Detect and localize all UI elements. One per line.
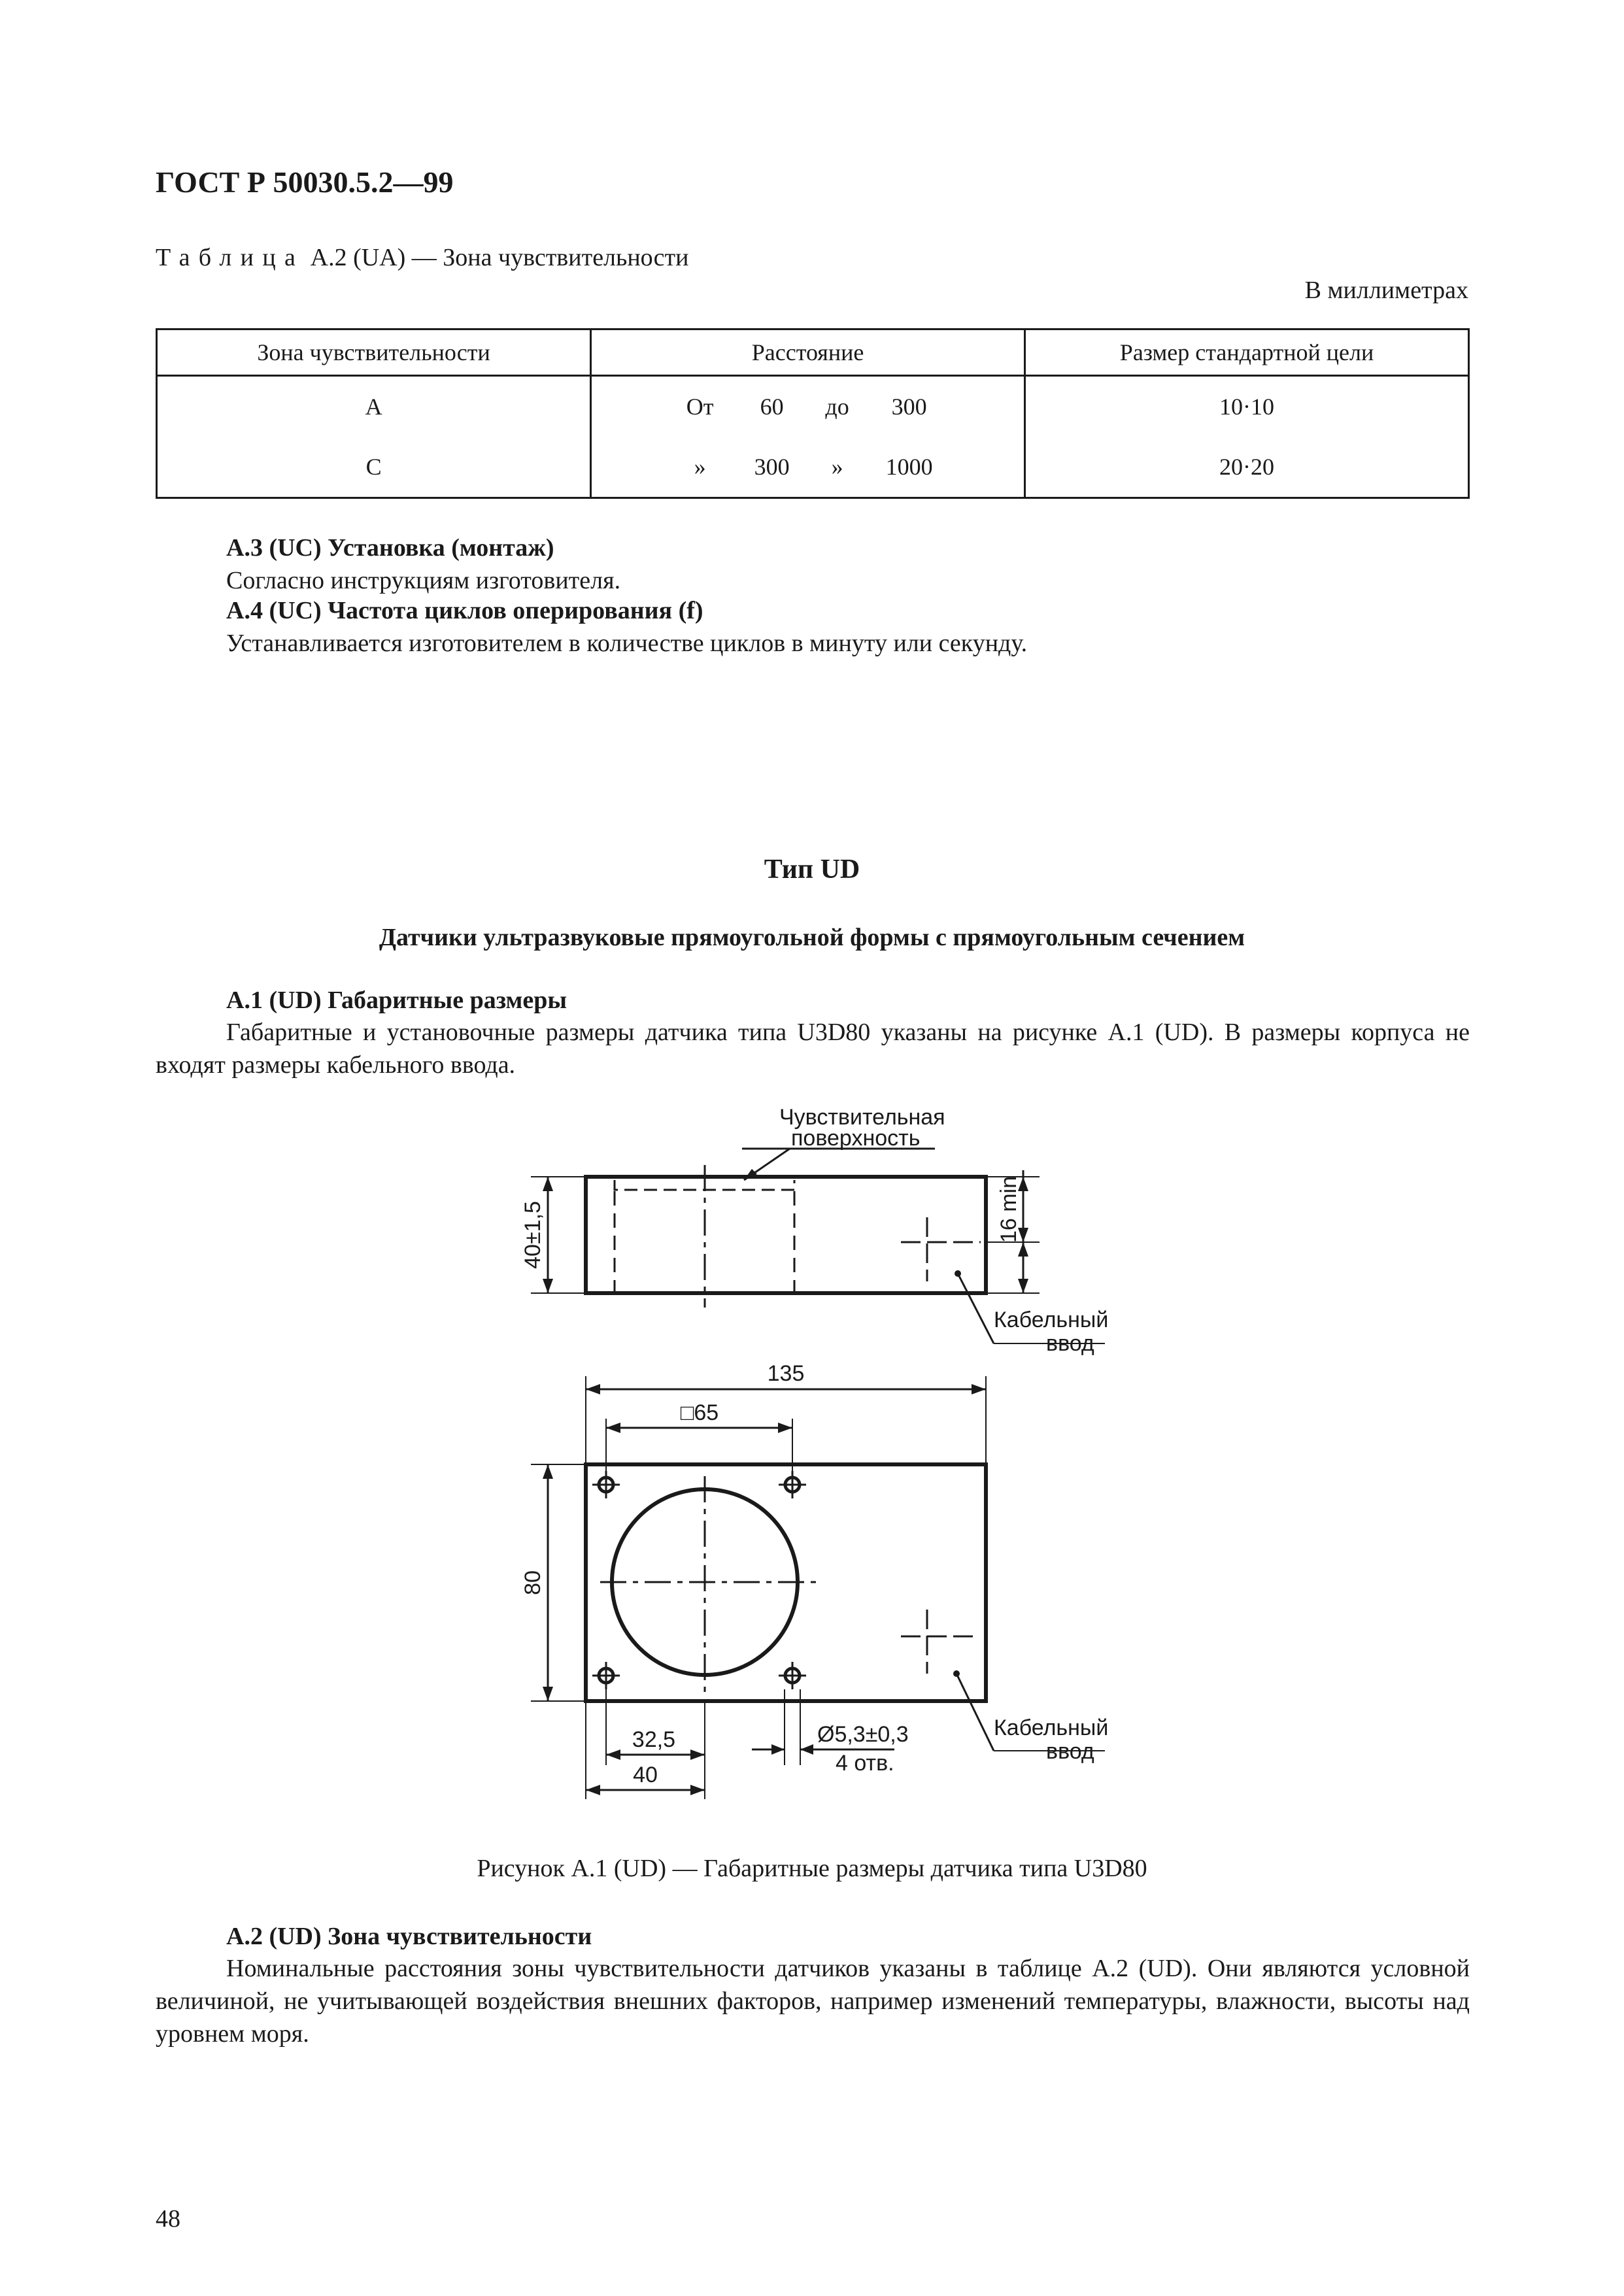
label-edge: 40 — [633, 1763, 658, 1787]
label-height: 40±1,5 — [520, 1201, 545, 1269]
section-a3-text: Согласно инструкциям изготовителя. — [226, 567, 621, 594]
label-16-min: 16 min — [996, 1175, 1021, 1243]
section-a4-text: Устанавливается изготовителем в количестве циклов в минуту или секунду. — [226, 630, 1028, 657]
col-header-distance: Расстояние — [591, 329, 1025, 376]
section-a3-title: А.3 (UC) Установка (монтаж) — [226, 534, 554, 562]
cell-zone: C — [157, 437, 591, 498]
label-hole: Ø5,3±0,3 — [817, 1722, 909, 1747]
label-sensing-surface-2: поверхность — [791, 1126, 921, 1151]
label-sensing-surface-1: Чувствительная — [779, 1105, 945, 1130]
type-title: Тип UD — [764, 854, 860, 885]
table-units: В миллиметрах — [1304, 277, 1468, 304]
range-to: 300 — [891, 394, 927, 420]
section-a2-text: Номинальные расстояния зоны чувствительности датчиков указаны в таблице А.2 (UD). Они являются условной величиной, не учитывающей воздействия внешних факторов, например изменений температуры, влажности, высоты над уровнем моря. — [156, 1955, 1470, 2048]
range-to: 1000 — [885, 454, 933, 480]
side-view-body — [586, 1177, 986, 1293]
label-length: 135 — [767, 1361, 805, 1386]
section-a1-text: Габаритные и установочные размеры датчика типа U3D80 указаны на рисунке А.1 (UD). В размеры корпуса не входят размеры кабельного ввода. — [156, 1019, 1470, 1079]
section-a4-title: А.4 (UC) Частота циклов оперирования (f) — [226, 597, 703, 624]
range-from: 300 — [754, 454, 790, 480]
range-prefix: От — [686, 394, 714, 420]
col-header-target: Размер стандартной цели — [1025, 329, 1469, 376]
label-square: □65 — [680, 1400, 719, 1425]
table-caption-rest: А.2 (UA) — Зона чувствительности — [304, 244, 689, 271]
cell-zone: A — [157, 376, 591, 437]
label-cable-2b: ввод — [1046, 1739, 1094, 1764]
label-cable-2: ввод — [1046, 1331, 1094, 1356]
cell-target: 20·20 — [1025, 437, 1469, 498]
section-a1-title: А.1 (UD) Габаритные размеры — [226, 987, 567, 1014]
range-mid: до — [825, 394, 849, 420]
type-subtitle: Датчики ультразвуковые прямоугольной формы с прямоугольным сечением — [379, 924, 1245, 951]
page-number: 48 — [156, 2205, 180, 2233]
table-caption-word: Таблица — [156, 244, 305, 271]
label-holes-count: 4 отв. — [836, 1751, 894, 1776]
section-a2-title: А.2 (UD) Зона чувствительности — [226, 1923, 592, 1950]
label-offset: 32,5 — [632, 1727, 676, 1752]
range-from: 60 — [760, 394, 784, 420]
label-cable-1b: Кабельный — [994, 1715, 1109, 1740]
range-mid: » — [831, 454, 843, 480]
range-prefix: » — [694, 454, 706, 480]
label-width: 80 — [520, 1570, 545, 1595]
label-cable-1: Кабельный — [994, 1308, 1109, 1332]
document-header: ГОСТ Р 50030.5.2—99 — [156, 165, 454, 199]
cell-target: 10·10 — [1025, 376, 1469, 437]
col-header-zone: Зона чувствительности — [157, 329, 591, 376]
figure-caption: Рисунок А.1 (UD) — Габаритные размеры датчика типа U3D80 — [477, 1855, 1147, 1882]
